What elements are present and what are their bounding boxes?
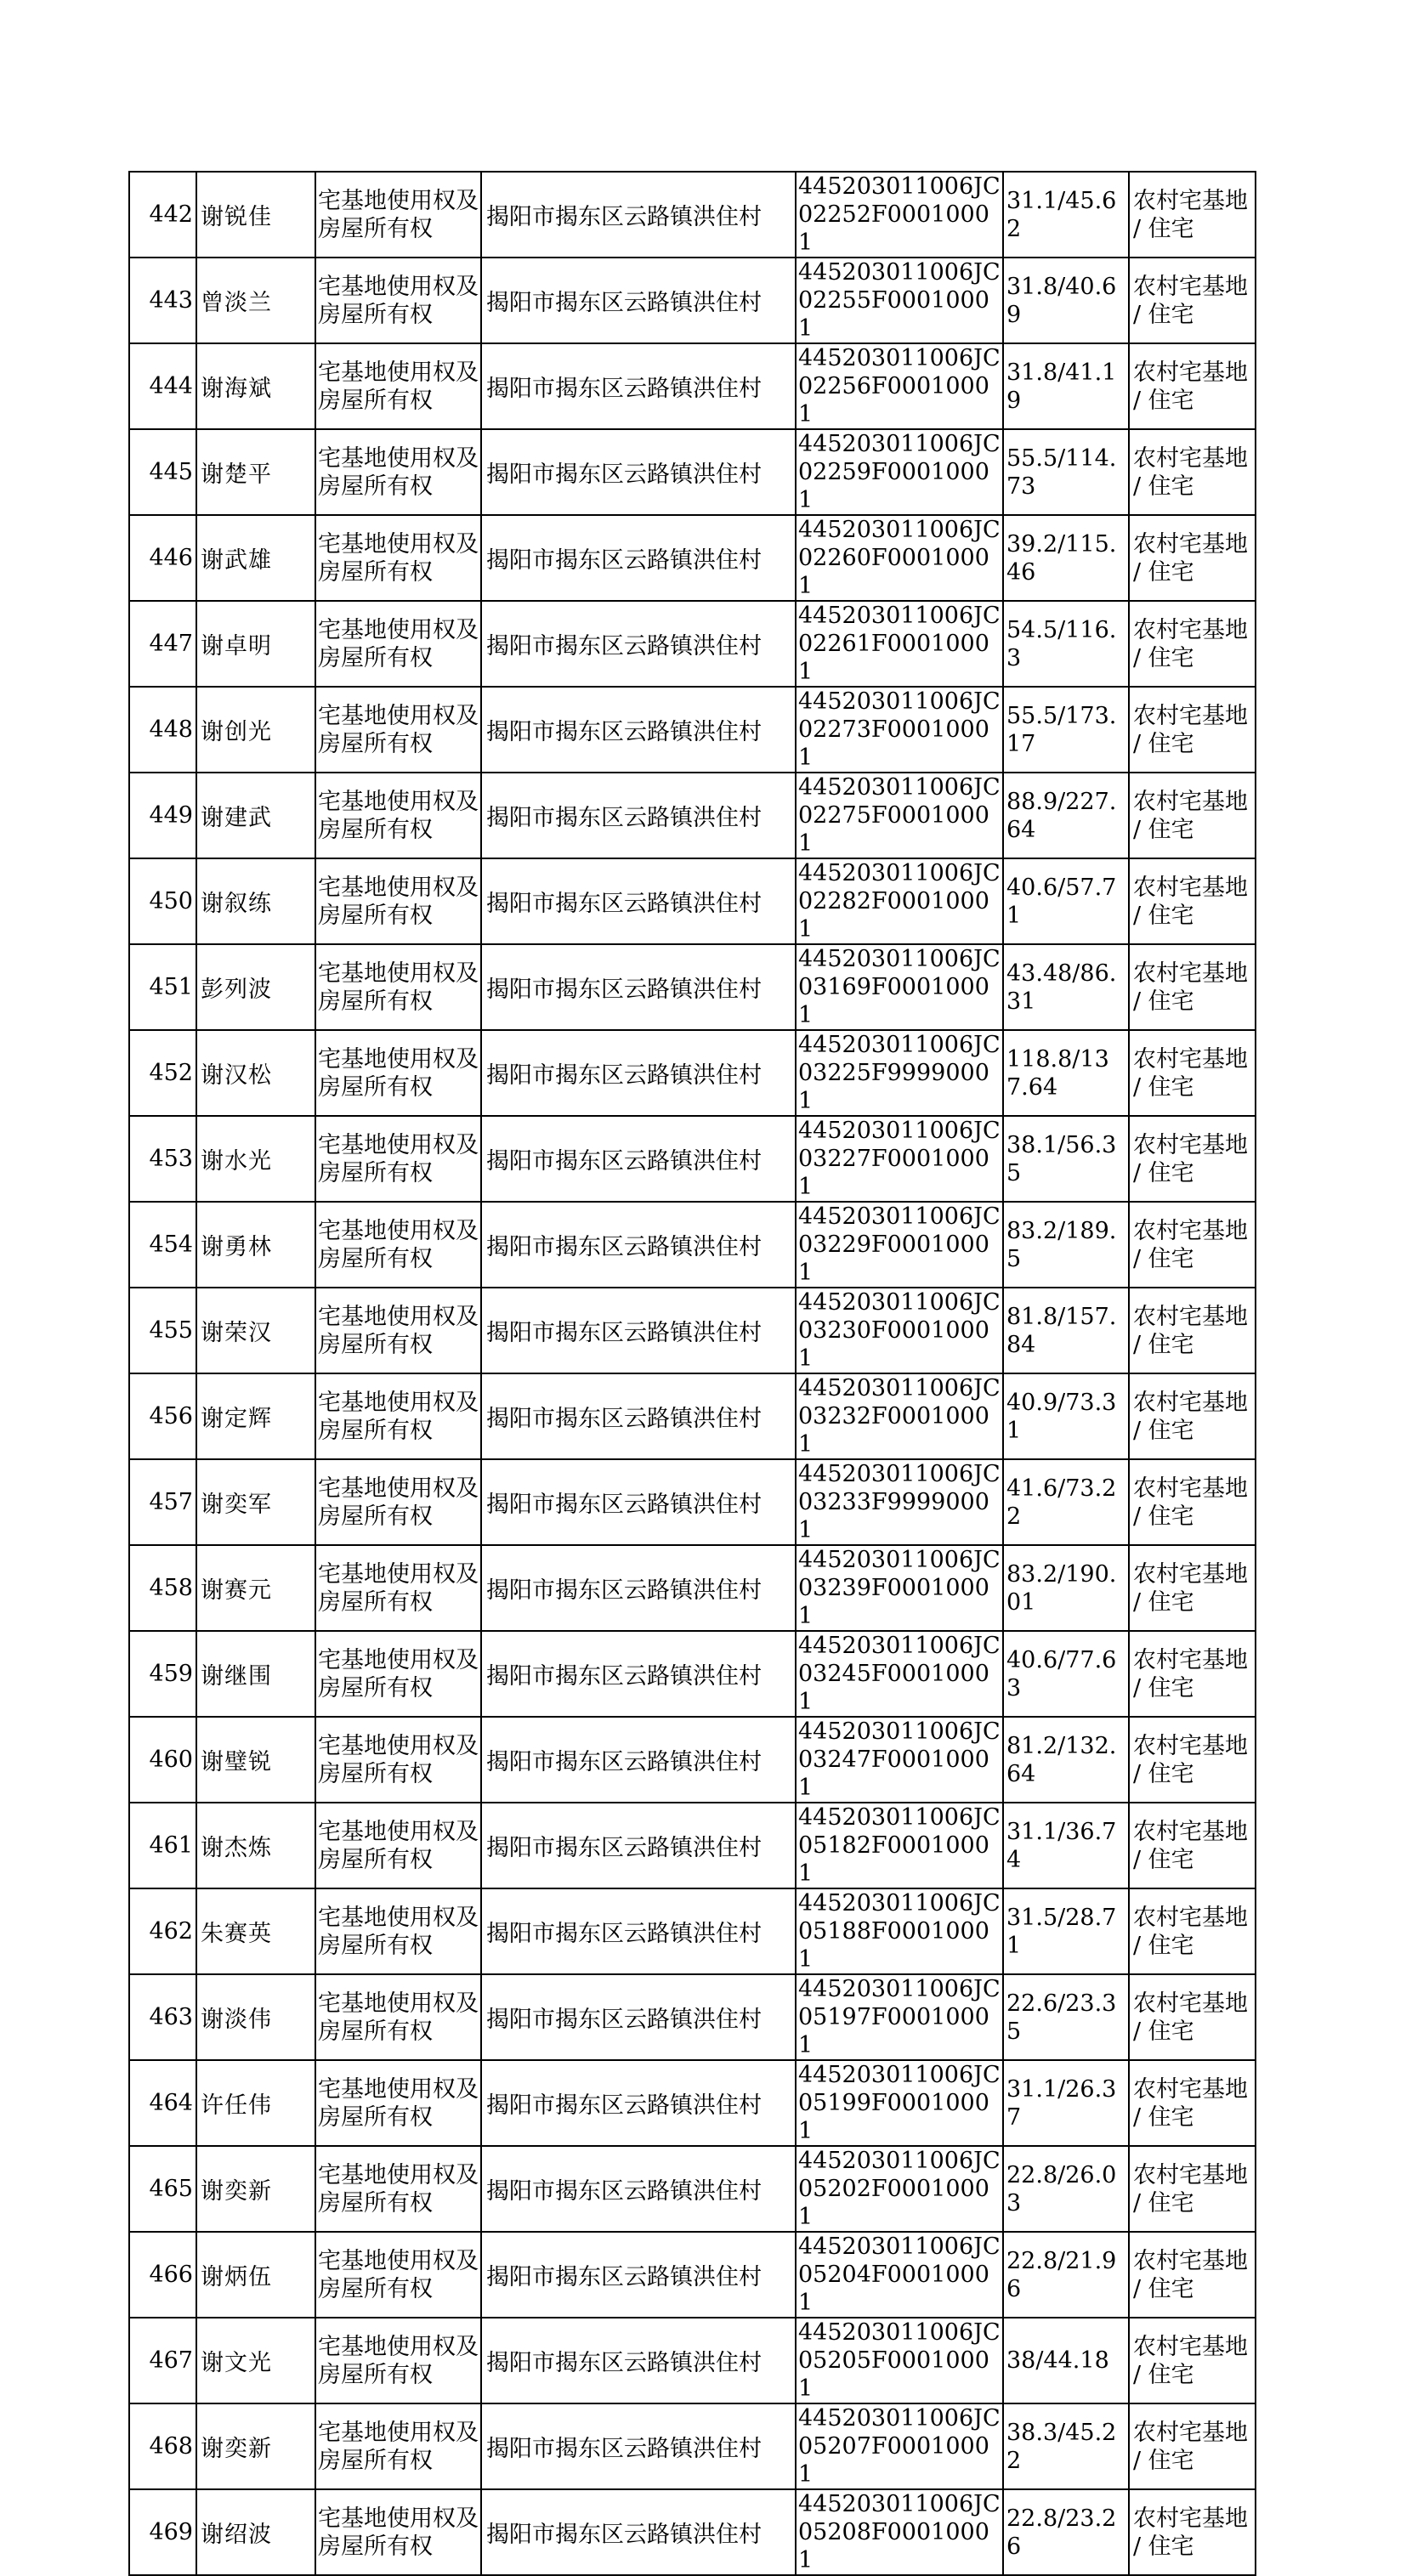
registration-table: [128, 171, 1256, 2576]
area-value: [1003, 2489, 1129, 2575]
row-number: 443: [129, 258, 196, 343]
table-row: [129, 2403, 1256, 2489]
area-text: 81.8/157.84: [1006, 1303, 1117, 1358]
owner-name: 彭列波: [196, 944, 315, 1030]
unit-code: [796, 1888, 1003, 1974]
property-location: 揭阳市揭东区云路镇洪住村: [481, 1116, 796, 1202]
unit-code-text: 445203011006JC03230F00010001: [798, 1289, 1001, 1372]
land-use: 农村宅基地 / 住宅: [1129, 1631, 1256, 1717]
area-value: [1003, 858, 1129, 944]
area-value: [1003, 2060, 1129, 2146]
right-type: 宅基地使用权及房屋所有权: [315, 773, 481, 858]
property-location: 揭阳市揭东区云路镇洪住村: [481, 1717, 796, 1803]
unit-code: [796, 1974, 1003, 2060]
area-value: [1003, 944, 1129, 1030]
row-number: 458: [129, 1545, 196, 1631]
unit-code-text: 445203011006JC02259F00010001: [798, 431, 1001, 513]
owner-name: 谢锐佳: [196, 172, 315, 258]
table-row: [129, 687, 1256, 773]
property-location: 揭阳市揭东区云路镇洪住村: [481, 2146, 796, 2232]
area-value: [1003, 1373, 1129, 1459]
table-row: [129, 2489, 1256, 2575]
owner-name: 谢赛元: [196, 1545, 315, 1631]
right-type: 宅基地使用权及房屋所有权: [315, 429, 481, 515]
owner-name: 谢定辉: [196, 1373, 315, 1459]
table-row: [129, 515, 1256, 601]
row-number: 468: [129, 2403, 196, 2489]
property-location: 揭阳市揭东区云路镇洪住村: [481, 944, 796, 1030]
right-type: 宅基地使用权及房屋所有权: [315, 1974, 481, 2060]
owner-name: 谢卓明: [196, 601, 315, 687]
area-value: [1003, 1116, 1129, 1202]
owner-name: 谢璧锐: [196, 1717, 315, 1803]
table-row: [129, 1631, 1256, 1717]
area-text: 43.48/86.31: [1006, 960, 1117, 1015]
area-text: 39.2/115.46: [1006, 530, 1117, 586]
table-row: [129, 1116, 1256, 1202]
unit-code-text: 445203011006JC03247F00010001: [798, 1718, 1001, 1801]
unit-code-text: 445203011006JC05204F00010001: [798, 2233, 1001, 2316]
owner-name: 谢杰炼: [196, 1803, 315, 1888]
property-location: 揭阳市揭东区云路镇洪住村: [481, 773, 796, 858]
table-row: [129, 1288, 1256, 1373]
unit-code: [796, 601, 1003, 687]
table-row: [129, 2060, 1256, 2146]
unit-code: [796, 343, 1003, 429]
area-value: [1003, 172, 1129, 258]
area-value: [1003, 1202, 1129, 1288]
property-location: 揭阳市揭东区云路镇洪住村: [481, 1202, 796, 1288]
land-use: 农村宅基地 / 住宅: [1129, 1717, 1256, 1803]
area-text: 41.6/73.22: [1006, 1475, 1117, 1530]
row-number: 446: [129, 515, 196, 601]
table-row: [129, 1373, 1256, 1459]
property-location: 揭阳市揭东区云路镇洪住村: [481, 1030, 796, 1116]
area-value: [1003, 1803, 1129, 1888]
owner-name: 谢继围: [196, 1631, 315, 1717]
property-location: 揭阳市揭东区云路镇洪住村: [481, 429, 796, 515]
table-row: [129, 773, 1256, 858]
unit-code: [796, 172, 1003, 258]
right-type: 宅基地使用权及房屋所有权: [315, 1030, 481, 1116]
right-type: 宅基地使用权及房屋所有权: [315, 1545, 481, 1631]
land-use: 农村宅基地 / 住宅: [1129, 944, 1256, 1030]
unit-code: [796, 2403, 1003, 2489]
area-value: [1003, 687, 1129, 773]
land-use: 农村宅基地 / 住宅: [1129, 601, 1256, 687]
owner-name: 朱赛英: [196, 1888, 315, 1974]
right-type: 宅基地使用权及房屋所有权: [315, 1116, 481, 1202]
property-location: 揭阳市揭东区云路镇洪住村: [481, 687, 796, 773]
area-text: 38.1/56.35: [1006, 1131, 1117, 1186]
right-type: 宅基地使用权及房屋所有权: [315, 172, 481, 258]
area-value: [1003, 1974, 1129, 2060]
land-use: 农村宅基地 / 住宅: [1129, 1459, 1256, 1545]
unit-code: [796, 1288, 1003, 1373]
land-use: 农村宅基地 / 住宅: [1129, 2146, 1256, 2232]
unit-code: [796, 515, 1003, 601]
area-value: [1003, 1288, 1129, 1373]
property-location: 揭阳市揭东区云路镇洪住村: [481, 258, 796, 343]
owner-name: 谢奕新: [196, 2403, 315, 2489]
right-type: 宅基地使用权及房屋所有权: [315, 2489, 481, 2575]
table-row: [129, 601, 1256, 687]
row-number: 450: [129, 858, 196, 944]
owner-name: 谢创光: [196, 687, 315, 773]
land-use: 农村宅基地 / 住宅: [1129, 1202, 1256, 1288]
unit-code-text: 445203011006JC02261F00010001: [798, 603, 1001, 685]
row-number: 464: [129, 2060, 196, 2146]
table-row: [129, 1545, 1256, 1631]
land-use: 农村宅基地 / 住宅: [1129, 1030, 1256, 1116]
row-number: 442: [129, 172, 196, 258]
table-body: [129, 172, 1256, 2575]
unit-code: [796, 687, 1003, 773]
row-number: 444: [129, 343, 196, 429]
unit-code: [796, 258, 1003, 343]
unit-code-text: 445203011006JC02260F00010001: [798, 517, 1001, 599]
property-location: 揭阳市揭东区云路镇洪住村: [481, 1545, 796, 1631]
unit-code-text: 445203011006JC03229F00010001: [798, 1203, 1001, 1286]
land-use: 农村宅基地 / 住宅: [1129, 1288, 1256, 1373]
right-type: 宅基地使用权及房屋所有权: [315, 2403, 481, 2489]
land-use: 农村宅基地 / 住宅: [1129, 1116, 1256, 1202]
land-use: 农村宅基地 / 住宅: [1129, 515, 1256, 601]
land-use: 农村宅基地 / 住宅: [1129, 1545, 1256, 1631]
area-value: [1003, 773, 1129, 858]
property-location: 揭阳市揭东区云路镇洪住村: [481, 601, 796, 687]
land-use: 农村宅基地 / 住宅: [1129, 343, 1256, 429]
right-type: 宅基地使用权及房屋所有权: [315, 601, 481, 687]
row-number: 451: [129, 944, 196, 1030]
table-row: [129, 944, 1256, 1030]
area-text: 22.8/23.26: [1006, 2505, 1117, 2560]
right-type: 宅基地使用权及房屋所有权: [315, 1717, 481, 1803]
land-use: 农村宅基地 / 住宅: [1129, 687, 1256, 773]
owner-name: 谢汉松: [196, 1030, 315, 1116]
owner-name: 谢建武: [196, 773, 315, 858]
owner-name: 谢武雄: [196, 515, 315, 601]
table-row: [129, 1803, 1256, 1888]
area-value: [1003, 1545, 1129, 1631]
row-number: 460: [129, 1717, 196, 1803]
land-use: 农村宅基地 / 住宅: [1129, 258, 1256, 343]
table-row: [129, 1888, 1256, 1974]
unit-code: [796, 1631, 1003, 1717]
unit-code-text: 445203011006JC02282F00010001: [798, 860, 1001, 943]
right-type: 宅基地使用权及房屋所有权: [315, 2318, 481, 2403]
right-type: 宅基地使用权及房屋所有权: [315, 1459, 481, 1545]
unit-code-text: 445203011006JC05197F00010001: [798, 1976, 1001, 2058]
land-use: 农村宅基地 / 住宅: [1129, 1888, 1256, 1974]
area-value: [1003, 2232, 1129, 2318]
unit-code-text: 445203011006JC03239F00010001: [798, 1547, 1001, 1629]
table-row: [129, 429, 1256, 515]
table-row: [129, 858, 1256, 944]
unit-code: [796, 1202, 1003, 1288]
table-row: [129, 2318, 1256, 2403]
area-text: 31.8/41.19: [1006, 359, 1117, 414]
area-text: 22.6/23.35: [1006, 1990, 1117, 2045]
owner-name: 谢勇林: [196, 1202, 315, 1288]
owner-name: 谢叙练: [196, 858, 315, 944]
row-number: 448: [129, 687, 196, 773]
unit-code: [796, 1545, 1003, 1631]
owner-name: 谢水光: [196, 1116, 315, 1202]
area-text: 118.8/137.64: [1006, 1045, 1109, 1101]
unit-code: [796, 2146, 1003, 2232]
land-use: 农村宅基地 / 住宅: [1129, 2403, 1256, 2489]
table-row: [129, 1030, 1256, 1116]
table-row: [129, 2232, 1256, 2318]
unit-code: [796, 1717, 1003, 1803]
area-text: 31.5/28.71: [1006, 1904, 1117, 1959]
row-number: 452: [129, 1030, 196, 1116]
unit-code: [796, 773, 1003, 858]
unit-code-text: 445203011006JC02275F00010001: [798, 774, 1001, 857]
unit-code: [796, 1803, 1003, 1888]
right-type: 宅基地使用权及房屋所有权: [315, 1888, 481, 1974]
right-type: 宅基地使用权及房屋所有权: [315, 2232, 481, 2318]
table-row: [129, 1717, 1256, 1803]
owner-name: 谢荣汉: [196, 1288, 315, 1373]
area-value: [1003, 1030, 1129, 1116]
table-row: [129, 258, 1256, 343]
row-number: 462: [129, 1888, 196, 1974]
unit-code-text: 445203011006JC05188F00010001: [798, 1890, 1001, 1973]
land-use: 农村宅基地 / 住宅: [1129, 172, 1256, 258]
table-row: [129, 1974, 1256, 2060]
unit-code-text: 445203011006JC05205F00010001: [798, 2319, 1001, 2402]
property-location: 揭阳市揭东区云路镇洪住村: [481, 1803, 796, 1888]
table-row: [129, 2146, 1256, 2232]
unit-code-text: 445203011006JC05202F00010001: [798, 2148, 1001, 2230]
owner-name: 谢炳伍: [196, 2232, 315, 2318]
unit-code: [796, 944, 1003, 1030]
land-use: 农村宅基地 / 住宅: [1129, 2318, 1256, 2403]
area-text: 55.5/114.73: [1006, 444, 1117, 500]
unit-code: [796, 1030, 1003, 1116]
area-text: 40.6/57.71: [1006, 874, 1117, 929]
unit-code: [796, 2318, 1003, 2403]
unit-code-text: 445203011006JC05208F00010001: [798, 2491, 1001, 2573]
land-use: 农村宅基地 / 住宅: [1129, 773, 1256, 858]
unit-code: [796, 1459, 1003, 1545]
unit-code-text: 445203011006JC03232F00010001: [798, 1375, 1001, 1458]
row-number: 445: [129, 429, 196, 515]
property-location: 揭阳市揭东区云路镇洪住村: [481, 1459, 796, 1545]
row-number: 455: [129, 1288, 196, 1373]
area-text: 38/44.18: [1006, 2347, 1109, 2374]
unit-code-text: 445203011006JC03245F00010001: [798, 1633, 1001, 1715]
unit-code-text: 445203011006JC02273F00010001: [798, 688, 1001, 771]
land-use: 农村宅基地 / 住宅: [1129, 429, 1256, 515]
right-type: 宅基地使用权及房屋所有权: [315, 1202, 481, 1288]
unit-code: [796, 429, 1003, 515]
table-row: [129, 1202, 1256, 1288]
area-text: 31.1/36.74: [1006, 1818, 1117, 1873]
property-location: 揭阳市揭东区云路镇洪住村: [481, 2232, 796, 2318]
land-use: 农村宅基地 / 住宅: [1129, 2232, 1256, 2318]
right-type: 宅基地使用权及房屋所有权: [315, 1288, 481, 1373]
unit-code-text: 445203011006JC02255F00010001: [798, 259, 1001, 342]
area-value: [1003, 1631, 1129, 1717]
area-text: 22.8/26.03: [1006, 2161, 1117, 2216]
row-number: 465: [129, 2146, 196, 2232]
property-location: 揭阳市揭东区云路镇洪住村: [481, 343, 796, 429]
owner-name: 谢海斌: [196, 343, 315, 429]
area-value: [1003, 1717, 1129, 1803]
land-use: 农村宅基地 / 住宅: [1129, 1803, 1256, 1888]
table-row: [129, 1459, 1256, 1545]
unit-code-text: 445203011006JC05182F00010001: [798, 1804, 1001, 1887]
right-type: 宅基地使用权及房屋所有权: [315, 858, 481, 944]
row-number: 457: [129, 1459, 196, 1545]
right-type: 宅基地使用权及房屋所有权: [315, 1803, 481, 1888]
row-number: 456: [129, 1373, 196, 1459]
row-number: 466: [129, 2232, 196, 2318]
property-location: 揭阳市揭东区云路镇洪住村: [481, 1288, 796, 1373]
owner-name: 谢文光: [196, 2318, 315, 2403]
area-text: 22.8/21.96: [1006, 2247, 1117, 2302]
land-use: 农村宅基地 / 住宅: [1129, 1373, 1256, 1459]
area-text: 40.9/73.31: [1006, 1389, 1117, 1444]
area-value: [1003, 2146, 1129, 2232]
row-number: 453: [129, 1116, 196, 1202]
row-number: 467: [129, 2318, 196, 2403]
unit-code-text: 445203011006JC05199F00010001: [798, 2062, 1001, 2144]
area-text: 31.1/26.37: [1006, 2075, 1117, 2131]
area-value: [1003, 601, 1129, 687]
area-text: 40.6/77.63: [1006, 1646, 1117, 1701]
area-value: [1003, 515, 1129, 601]
property-location: 揭阳市揭东区云路镇洪住村: [481, 2489, 796, 2575]
property-location: 揭阳市揭东区云路镇洪住村: [481, 858, 796, 944]
unit-code-text: 445203011006JC03233F99990001: [798, 1461, 1001, 1543]
right-type: 宅基地使用权及房屋所有权: [315, 687, 481, 773]
right-type: 宅基地使用权及房屋所有权: [315, 2146, 481, 2232]
property-location: 揭阳市揭东区云路镇洪住村: [481, 515, 796, 601]
right-type: 宅基地使用权及房屋所有权: [315, 343, 481, 429]
area-text: 83.2/189.5: [1006, 1217, 1117, 1272]
unit-code-text: 445203011006JC03225F99990001: [798, 1032, 1001, 1114]
property-location: 揭阳市揭东区云路镇洪住村: [481, 2403, 796, 2489]
area-text: 31.1/45.62: [1006, 187, 1117, 242]
area-value: [1003, 1459, 1129, 1545]
row-number: 454: [129, 1202, 196, 1288]
property-location: 揭阳市揭东区云路镇洪住村: [481, 1888, 796, 1974]
area-value: [1003, 2403, 1129, 2489]
owner-name: 谢奕新: [196, 2146, 315, 2232]
unit-code-text: 445203011006JC02252F00010001: [798, 173, 1001, 256]
row-number: 469: [129, 2489, 196, 2575]
table-row: [129, 172, 1256, 258]
property-location: 揭阳市揭东区云路镇洪住村: [481, 2318, 796, 2403]
land-use: 农村宅基地 / 住宅: [1129, 2060, 1256, 2146]
owner-name: 谢淡伟: [196, 1974, 315, 2060]
unit-code-text: 445203011006JC03227F00010001: [798, 1118, 1001, 1200]
unit-code-text: 445203011006JC02256F00010001: [798, 345, 1001, 427]
area-text: 55.5/173.17: [1006, 702, 1117, 757]
unit-code-text: 445203011006JC03169F00010001: [798, 946, 1001, 1028]
row-number: 447: [129, 601, 196, 687]
row-number: 449: [129, 773, 196, 858]
area-text: 38.3/45.22: [1006, 2419, 1117, 2474]
area-text: 88.9/227.64: [1006, 788, 1117, 843]
row-number: 459: [129, 1631, 196, 1717]
land-use: 农村宅基地 / 住宅: [1129, 2489, 1256, 2575]
right-type: 宅基地使用权及房屋所有权: [315, 258, 481, 343]
property-location: 揭阳市揭东区云路镇洪住村: [481, 1631, 796, 1717]
unit-code: [796, 2060, 1003, 2146]
area-value: [1003, 1888, 1129, 1974]
unit-code-text: 445203011006JC05207F00010001: [798, 2405, 1001, 2488]
owner-name: 谢楚平: [196, 429, 315, 515]
unit-code: [796, 2489, 1003, 2575]
right-type: 宅基地使用权及房屋所有权: [315, 1373, 481, 1459]
table-row: [129, 343, 1256, 429]
unit-code: [796, 858, 1003, 944]
right-type: 宅基地使用权及房屋所有权: [315, 1631, 481, 1717]
unit-code: [796, 2232, 1003, 2318]
area-value: [1003, 2318, 1129, 2403]
owner-name: 许任伟: [196, 2060, 315, 2146]
area-text: 81.2/132.64: [1006, 1732, 1117, 1787]
area-text: 54.5/116.3: [1006, 616, 1117, 671]
property-location: 揭阳市揭东区云路镇洪住村: [481, 1974, 796, 2060]
land-use: 农村宅基地 / 住宅: [1129, 1974, 1256, 2060]
area-value: [1003, 343, 1129, 429]
row-number: 461: [129, 1803, 196, 1888]
owner-name: 谢奕军: [196, 1459, 315, 1545]
owner-name: 曾淡兰: [196, 258, 315, 343]
unit-code: [796, 1116, 1003, 1202]
right-type: 宅基地使用权及房屋所有权: [315, 2060, 481, 2146]
property-location: 揭阳市揭东区云路镇洪住村: [481, 1373, 796, 1459]
area-value: [1003, 258, 1129, 343]
right-type: 宅基地使用权及房屋所有权: [315, 515, 481, 601]
land-use: 农村宅基地 / 住宅: [1129, 858, 1256, 944]
area-value: [1003, 429, 1129, 515]
area-text: 83.2/190.01: [1006, 1560, 1117, 1616]
area-text: 31.8/40.69: [1006, 273, 1117, 328]
unit-code: [796, 1373, 1003, 1459]
right-type: 宅基地使用权及房屋所有权: [315, 944, 481, 1030]
owner-name: 谢绍波: [196, 2489, 315, 2575]
row-number: 463: [129, 1974, 196, 2060]
property-location: 揭阳市揭东区云路镇洪住村: [481, 2060, 796, 2146]
property-location: 揭阳市揭东区云路镇洪住村: [481, 172, 796, 258]
